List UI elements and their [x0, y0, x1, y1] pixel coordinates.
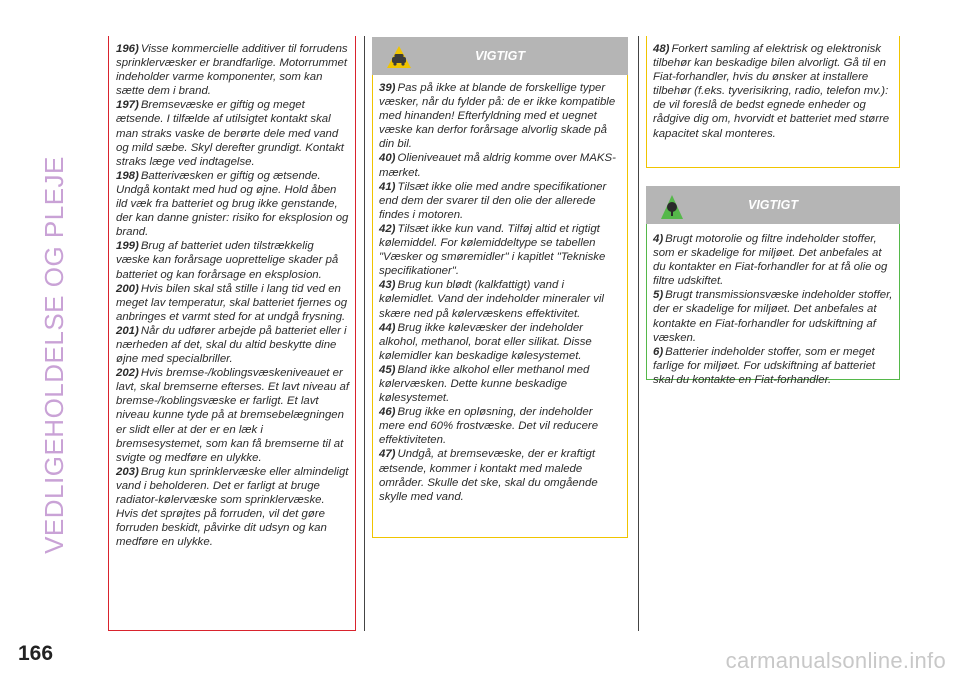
note-text: Pas på ikke at blande de forskellige typer væsker, når du fylder på: de er ikke kompatible med hinanden! Efterfyldning med et uegnet væske kan derfor forårsage alvorlig skade på din bil.: [379, 82, 616, 151]
note-number: 203): [116, 465, 139, 478]
note-text: Bremsevæske er giftig og meget ætsende. I tilfælde af utilsigtet kontakt skal man straks vaske de berørte dele med vand og mild sæbe. Skyl derefter grundigt. Kontakt straks læge ved indtagelse.: [116, 99, 344, 168]
note-number: 197): [116, 99, 139, 112]
note-number: 39): [379, 82, 396, 94]
column-divider-left: [364, 36, 365, 631]
environment-banner-title: VIGTIGT: [748, 198, 798, 212]
note-number: 201): [116, 324, 139, 337]
note-item: [116, 366, 349, 465]
note-text: Når du udfører arbejde på batteriet eller i nærheden af det, skal du altid beskytte dine øjne med specialbriller.: [116, 324, 347, 366]
note-item: [379, 278, 621, 320]
watermark: carmanualsonline.info: [725, 648, 946, 673]
note-number: 40): [379, 152, 396, 165]
note-text: Brug ikke en opløsning, der indeholder mere end 60% frostvæske. Det vil reducere effektiviteten.: [379, 406, 599, 447]
note-number: 47): [379, 448, 396, 461]
note-item: [116, 239, 349, 281]
note-number: 5): [653, 289, 664, 302]
important-box-yellow: [372, 37, 628, 537]
note-text: Forkert samling af elektrisk og elektronisk tilbehør kan beskadige bilen alvorligt. Gå til en Fiat-forhandler, hvis du ønsker at installere tilbehør (f.eks. tyverisikring, radio, telefon mv.): de vil foreslå de bedst egnede enheder og rådgive dig om, hvorvidt et batteriet med større kapacitet skal monteres.: [653, 43, 890, 140]
note-number: 42): [379, 222, 396, 235]
note-item: [116, 98, 349, 168]
note-number: 200): [116, 282, 139, 295]
note-number: 6): [653, 345, 664, 358]
page-number: 166: [18, 642, 54, 665]
note-number: 196): [116, 43, 139, 55]
warnings-box-red: [108, 36, 356, 631]
note-item: [653, 42, 893, 141]
note-number: 202): [116, 367, 139, 380]
note-item: [116, 324, 349, 366]
note-text: Bland ikke alkohol eller methanol med kølervæsken. Dette kunne beskadige kølesystemet.: [379, 363, 590, 405]
note-item: [653, 345, 893, 387]
note-item: [653, 288, 893, 344]
note-item: [653, 232, 893, 288]
note-text: Batterivæsken er giftig og ætsende. Undgå kontakt med hud og øjne. Hold åben ild væk fra batteriet og brug ikke genstande, der kan danne gnister: risiko for eksplosion og brand.: [116, 169, 349, 239]
note-item: [379, 151, 621, 179]
note-item: [116, 282, 349, 324]
note-text: Olieniveauet må aldrig komme over MAKS-mærket.: [379, 152, 616, 179]
important-banner-title: VIGTIGT: [475, 49, 525, 63]
note-number: 43): [379, 279, 396, 292]
note-text: Visse kommercielle additiver til forrudens sprinklervæsker er brandfarlige. Motorrummet indeholder varme komponenter, som kan sætte dem i brand.: [116, 43, 348, 98]
chapter-side-title: VEDLIGEHOLDELSE OG PLEJE: [39, 156, 69, 554]
environment-notes-list: [653, 232, 893, 387]
note-text: Tilsæt ikke kun vand. Tilføj altid et rigtigt kølemiddel. For kølemiddeltype se tabellen "Væsker og smøremidler" i kapitlet "Tekniske specifikationer".: [379, 222, 606, 278]
note-item: [379, 405, 621, 447]
environment-banner: [646, 186, 900, 224]
warnings-list: [116, 42, 349, 549]
important-notes-list: [379, 81, 621, 504]
note-item: [379, 180, 621, 222]
note-item: [379, 321, 621, 363]
note-item: [116, 465, 349, 550]
note-number: 45): [379, 363, 396, 376]
note-item: [379, 81, 621, 151]
note-number: 198): [116, 169, 139, 182]
note-text: Brugt transmissionsvæske indeholder stoffer, der er skadelige for miljøet. Det anbefales at kontakte en Fiat-forhandler for udskiftning af væsken.: [653, 289, 893, 344]
note-text: Batterier indeholder stoffer, som er meget farlige for miljøet. For udskiftning af batteriet skal du kontakte en Fiat-forhandler.: [653, 345, 876, 386]
accessory-notes-list: [653, 42, 893, 141]
environment-box-green: [646, 186, 900, 386]
note-text: Brug kun blødt (kalkfattigt) vand i kølemidlet. Vand der indeholder mineraler vil skære ned på kølervæskens effektivitet.: [379, 279, 604, 320]
note-text: Hvis bilen skal stå stille i lang tid ved en meget lav temperatur, skal batteriet fjernes og anbringes et varmt sted for at undgå frysning.: [116, 282, 348, 323]
note-item: [379, 363, 621, 405]
note-text: Tilsæt ikke olie med andre specifikationer end dem der svarer til den olie der allerede findes i motoren.: [379, 180, 607, 221]
note-item: [379, 222, 621, 278]
accessory-warning-box: [646, 36, 900, 168]
note-number: 4): [653, 233, 664, 245]
important-banner: [372, 37, 628, 75]
note-text: Brug af batteriet uden tilstrækkelig væske kan forårsage uoprettelige skader på batteriet og kan forårsage en eksplosion.: [116, 240, 339, 281]
note-text: Brug ikke kølevæsker der indeholder alkohol, methanol, borat eller silikat. Disse kølemidler kan beskadige kølesystemet.: [379, 321, 592, 362]
note-text: Brugt motorolie og filtre indeholder stoffer, som er skadelige for miljøet. Det anbefales at du kontakter en Fiat-forhandler for at få olie og filtre udskiftet.: [653, 233, 888, 288]
note-number: 48): [653, 43, 670, 55]
note-item: [379, 447, 621, 503]
note-item: [116, 42, 349, 98]
note-number: 41): [379, 180, 396, 193]
note-number: 46): [379, 406, 396, 419]
note-number: 44): [379, 321, 396, 334]
note-text: Hvis bremse-/koblingsvæskeniveauet er lavt, skal bremserne efterses. Et lavt niveau af bremse-/koblingsvæske er farligt. Et lavt niveau kunne tyde på at bremsebelægningen er slidt eller at der er en læk i bremsesystemet, som kan få bremserne til at svigte og medføre en ulykke.: [116, 367, 349, 464]
note-text: Undgå, at bremsevæske, der er kraftigt ætsende, kommer i kontakt med malede områder. Skulle det ske, skal du omgående skylle med vand.: [379, 448, 598, 503]
note-number: 199): [116, 240, 139, 253]
note-item: [116, 169, 349, 239]
column-divider-right: [638, 36, 639, 631]
note-text: Brug kun sprinklervæske eller almindeligt vand i beholderen. Det er farligt at bruge radiator-kølervæske som sprinklervæske. Hvis det sprøjtes på forruden, vil det gøre forruden beskidt, påvirke dit udsyn og kan medføre en ulykke.: [116, 465, 349, 549]
